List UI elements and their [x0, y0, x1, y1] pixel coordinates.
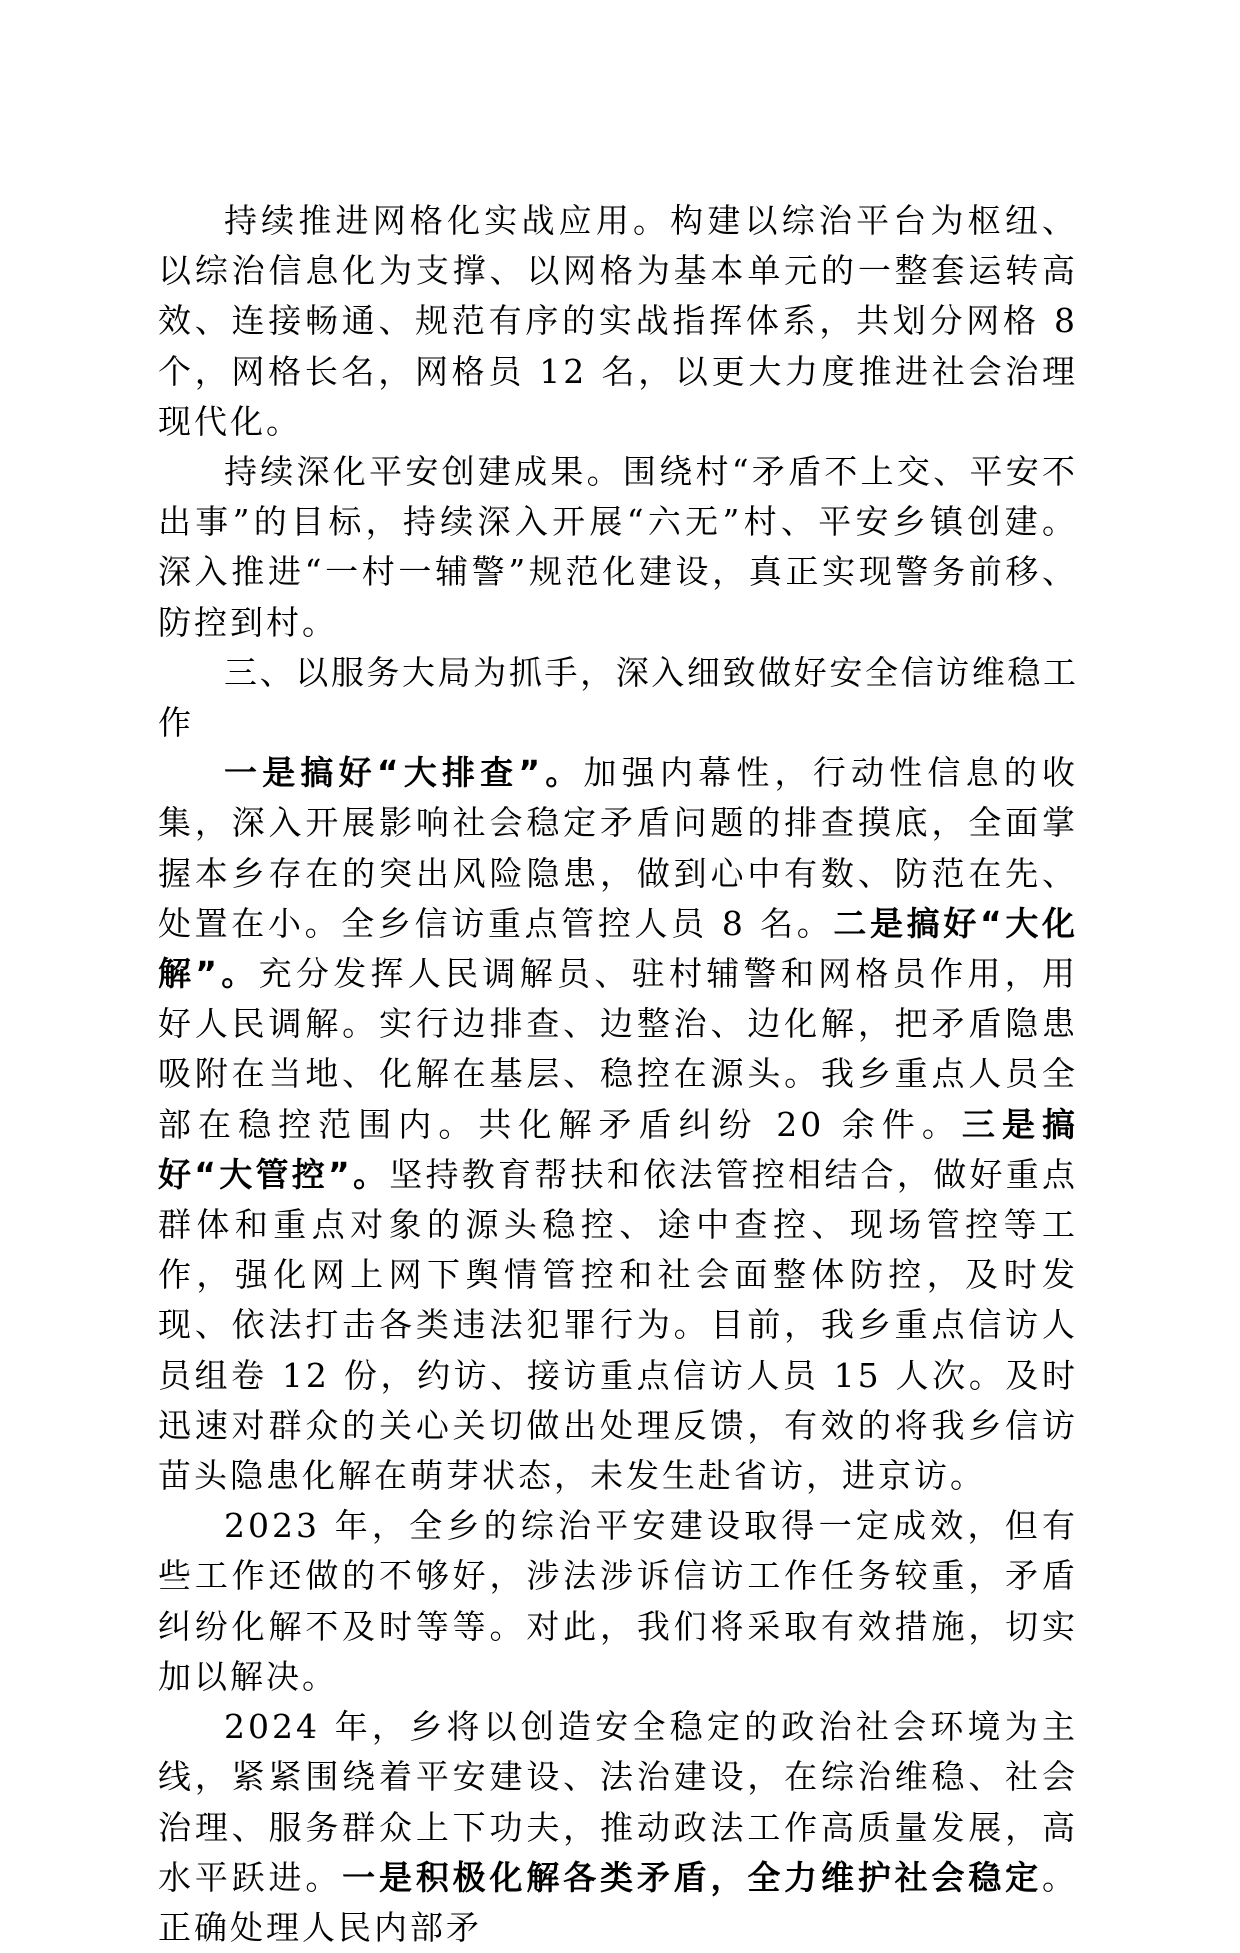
text-2024-continuation: 。正确处理人民内部矛 — [158, 1857, 1079, 1947]
paragraph-2024-plan — [158, 1702, 1078, 1953]
paragraph-safety-creation: 持续深化平安创建成果。围绕村“矛盾不上交、平安不出事”的目标，持续深入开展“六无”村、平安乡镇创建。深入推进“一村一辅警”规范化建设，真正实现警务前移、防控到村。 — [158, 452, 1078, 642]
emphasis-big-resolution: 二是搞好“大化解”。 — [158, 903, 1078, 994]
document-page — [158, 196, 1078, 1953]
text-investigation-detail: 加强内幕性，行动性信息的收集，深入开展影响社会稳定矛盾问题的排查摸底，全面掌握本乡存在的突出风险隐患，做到心中有数、防范在先、处置在小。全乡信访重点管控人员 8 名。 — [158, 753, 1078, 943]
text-2024-plan: 2024 年，乡将以创造安全稳定的政治社会环境为主线，紧紧围绕着平安建设、法治建设，在综治维稳、社会治理、服务群众上下功夫，推动政法工作高质量发展，高水平跃进。 — [158, 1707, 1078, 1897]
text-resolution-detail: 充分发挥人民调解员、驻村辅警和网格员作用，用好人民调解。实行边排查、边整治、边化解，把矛盾隐患吸附在当地、化解在基层、稳控在源头。我乡重点人员全部在稳控范围内。共化解矛盾纠纷 20 余件。 — [158, 954, 1078, 1144]
paragraph-grid-management: 持续推进网格化实战应用。构建以综治平台为枢纽、以综治信息化为支撑、以网格为基本单元的一整套运转高效、连接畅通、规范有序的实战指挥体系，共划分网格 8 个，网格长名，网格员 12 名，以更大力度推进社会治理现代化。 — [158, 201, 1078, 441]
emphasis-big-control: 三是搞好“大管控”。 — [158, 1104, 1078, 1194]
emphasis-big-investigation: 一是搞好“大排查”。 — [224, 753, 584, 793]
emphasis-resolve-conflicts: 一是积极化解各类矛盾，全力维护社会稳定 — [342, 1857, 1043, 1897]
text-control-detail: 坚持教育帮扶和依法管控相结合，做好重点群体和重点对象的源头稳控、途中查控、现场管控等工作，强化网上网下舆情管控和社会面整体防控，及时发现、依法打击各类违法犯罪行为。目前，我乡重点信访人员组卷 12 份，约访、接访重点信访人员 15 人次。及时迅速对群众的关心关切做出处理反馈，有效的将我乡信访苗头隐患化解在萌芽状态，未发生赴省访，进京访。 — [158, 1154, 1078, 1496]
section-heading-3: 三、以服务大局为抓手，深入细致做好安全信访维稳工作 — [158, 652, 1078, 743]
paragraph-2023-summary: 2023 年，全乡的综治平安建设取得一定成效，但有些工作还做的不够好，涉法涉诉信访工作任务较重，矛盾纠纷化解不及时等等。对此，我们将采取有效措施，切实加以解决。 — [158, 1506, 1078, 1696]
paragraph-petition-work — [158, 748, 1078, 1501]
